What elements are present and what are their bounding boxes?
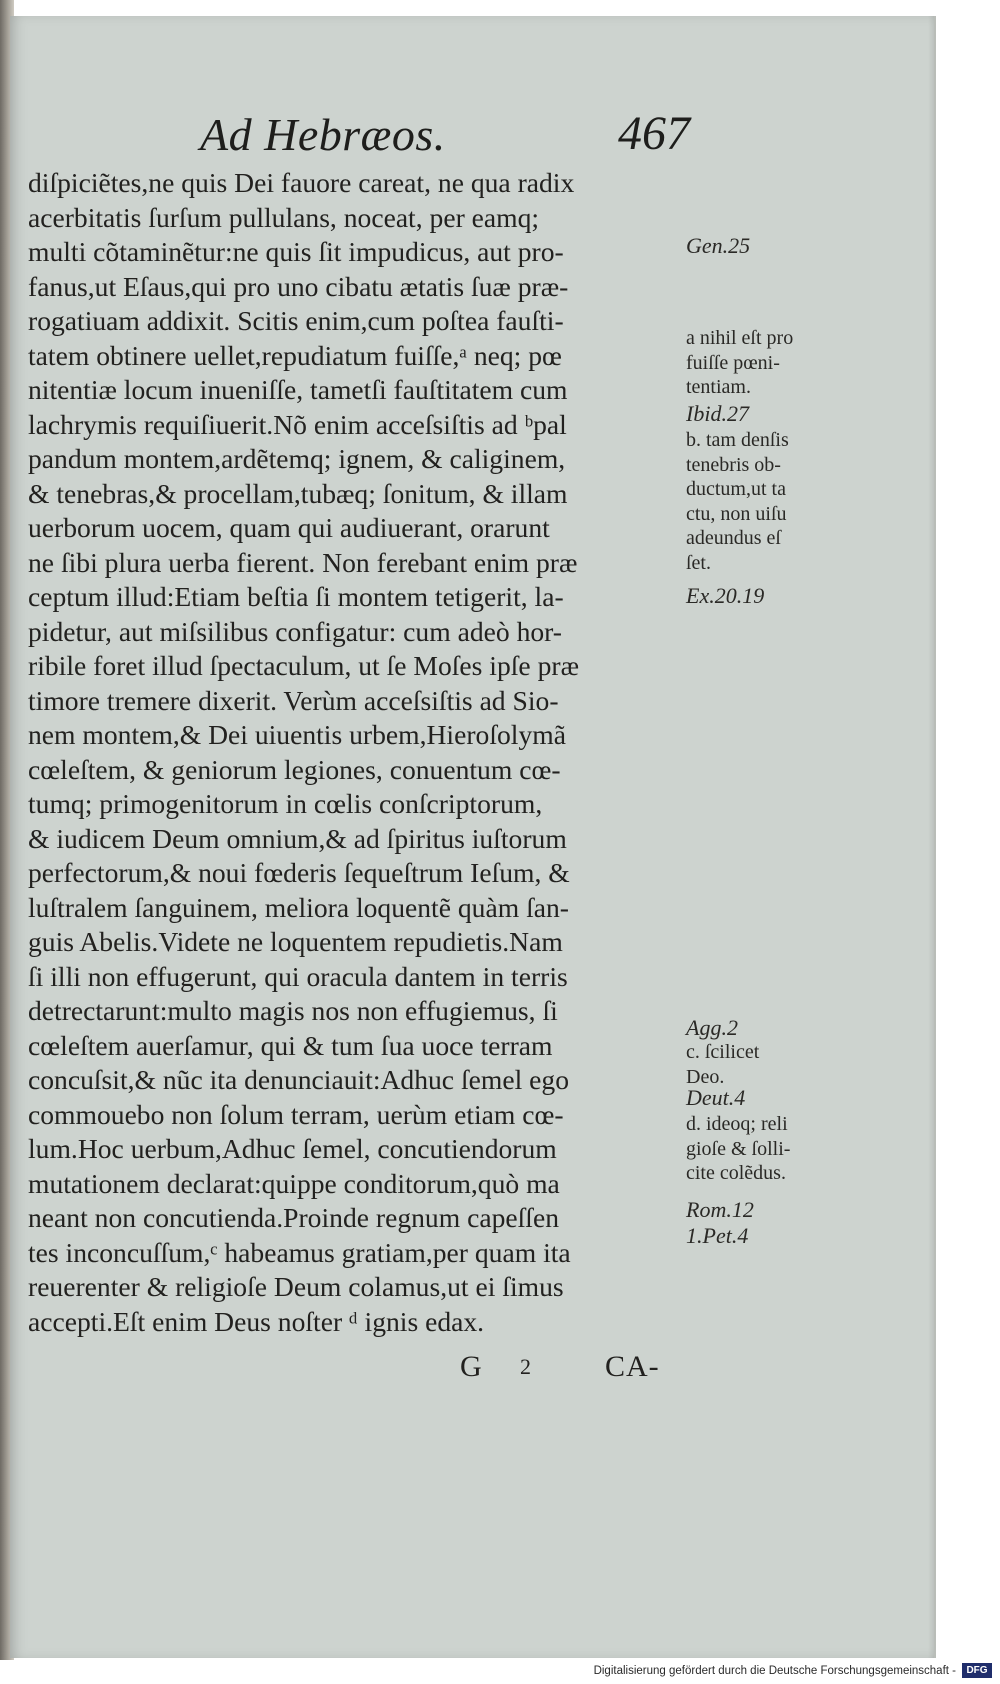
margin-gloss [686, 428, 836, 575]
footer-bar [0, 1660, 1000, 1684]
running-title: Ad Hebræos. [200, 109, 446, 160]
catchword: CA- [605, 1350, 660, 1383]
text-line: tumq; primogenitorum in cœlis conſcriptorum, [28, 788, 543, 819]
text-line: mutationem declarat:quippe conditorum,quò ma [28, 1167, 560, 1199]
margin-reference [686, 1016, 836, 1041]
text-line: lum.Hoc uerbum,Adhuc ſemel, concutiendorum [28, 1133, 557, 1164]
text-line: tatem obtinere uellet,repudiatum fuiſſe,ᵃ neq; pœ [28, 339, 562, 371]
margin-line: Deo. [686, 1065, 725, 1088]
margin-line: fuiſſe pœni- [686, 351, 780, 374]
text-line: pidetur, aut miſsilibus configatur: cum adeò hor- [28, 615, 562, 647]
margin-line: ductum,ut ta [686, 478, 786, 500]
margin-line: ſet. [686, 551, 711, 574]
text-line: ribile foret illud ſpectaculum, ut ſe Moſes ipſe præ [28, 650, 579, 681]
text-line: acerbitatis ſurſum pullulans, noceat, per eamq; [28, 201, 540, 233]
text-line: nem montem,& Dei uiuentis urbem,Hieroſolymã [28, 719, 566, 750]
text-line: ne ſibi plura uerba fierent. Non ferebant enim præ [28, 546, 578, 578]
text-line: timore tremere dixerit. Verùm acceſsiſtis ad Sio- [28, 684, 559, 716]
margin-reference [686, 234, 836, 259]
margin-line: tenebris ob- [686, 453, 781, 476]
footer-credit: Digitalisierung gefördert durch die Deutsche Forschungsgemeinschaft - [593, 1665, 956, 1677]
margin-line: adeundus eſ [686, 527, 781, 549]
text-line: & iudicem Deum omnium,& ad ſpiritus iuſtorum [28, 822, 567, 854]
margin-reference [686, 584, 836, 609]
text-line: ſi illi non effugerunt, qui oracula dantem in terris [28, 960, 568, 992]
margin-reference [686, 402, 836, 427]
catchline [460, 1350, 700, 1390]
book-page [10, 16, 936, 1658]
margin-line: a nihil eſt pro [686, 327, 794, 349]
text-line: fanus,ut Eſaus,qui pro uno cibatu ætatis ſuæ præ- [28, 270, 569, 302]
margin-reference [686, 1224, 836, 1249]
margin-gloss [686, 1040, 836, 1089]
margin-reference [686, 1198, 836, 1223]
margin-line: ctu, non uiſu [686, 502, 787, 525]
text-line: multi cõtaminẽtur:ne quis ſit impudicus, aut pro- [28, 236, 564, 267]
margin-line: gioſe & ſolli- [686, 1137, 791, 1160]
body-text [28, 166, 688, 1339]
text-line: luſtralem ſanguinem, meliora loquentẽ quàm ſan- [28, 891, 569, 923]
text-line: reuerenter & religioſe Deum colamus,ut ei ſimus [28, 1271, 564, 1302]
text-line: neant non concutienda.Proinde regnum capeſſen [28, 1202, 559, 1233]
margin-line: c. ſcilicet [686, 1041, 760, 1063]
text-line: uerborum uocem, quam qui audiuerant, orarunt [28, 512, 550, 543]
signature-number: 2 [520, 1354, 531, 1379]
signature-mark: G [460, 1350, 482, 1383]
text-line: cœleſtem auerſamur, qui & tum ſua uoce terram [28, 1029, 553, 1061]
margin-line: 1.Pet.4 [686, 1223, 749, 1248]
text-line: concuſsit,& nũc ita denunciauit:Adhuc ſemel ego [28, 1064, 569, 1095]
margin-line: tentiam. [686, 376, 751, 398]
margin-line: b. tam denſis [686, 429, 789, 451]
margin-line: d. ideoq; reli [686, 1113, 788, 1135]
text-line: cœleſtem, & geniorum legiones, conuentum cœ- [28, 753, 561, 785]
margin-line: Agg.2 [686, 1015, 738, 1040]
margin-line: Ex.20.19 [686, 583, 765, 608]
text-line: pandum montem,ardẽtemq; ignem, & caliginem, [28, 443, 566, 474]
margin-line: Gen.25 [686, 233, 751, 258]
text-line: accepti.Eſt enim Deus noſter ᵈ ignis edax. [28, 1305, 485, 1337]
dfg-logo: DFG [962, 1663, 992, 1678]
margin-reference [686, 1086, 836, 1111]
margin-line: cite colẽdus. [686, 1162, 786, 1184]
text-line: lachrymis requiſiuerit.Nõ enim acceſsiſtis ad ᵇpal [28, 408, 567, 440]
text-line: guis Abelis.Videte ne loquentem repudietis.Nam [28, 926, 563, 957]
text-line: commouebo non ſolum terram, uerùm etiam cœ- [28, 1098, 564, 1130]
text-line: nitentiæ locum inueniſſe, tametſi fauſtitatem cum [28, 374, 568, 405]
text-line: detrectarunt:multo magis nos non effugiemus, ſi [28, 995, 558, 1026]
margin-gloss [686, 326, 836, 400]
text-line: diſpiciẽtes,ne quis Dei fauore careat, ne qua radix [28, 167, 575, 198]
margin-line: Deut.4 [686, 1085, 746, 1110]
text-line: tes inconcuſſum,ᶜ habeamus gratiam,per quam ita [28, 1236, 571, 1268]
text-line: ceptum illud:Etiam beſtia ſi montem tetigerit, la- [28, 581, 564, 612]
margin-gloss [686, 1112, 836, 1186]
text-line: & tenebras,& procellam,tubæq; ſonitum, & illam [28, 477, 568, 509]
text-line: rogatiuam addixit. Scitis enim,cum poſtea fauſti- [28, 305, 564, 336]
margin-line: Ibid.27 [686, 401, 749, 426]
text-line: perfectorum,& noui fœderis ſequeſtrum Ieſum, & [28, 857, 570, 888]
running-head [200, 108, 690, 168]
margin-line: Rom.12 [686, 1197, 754, 1222]
page-number: 467 [618, 107, 690, 160]
